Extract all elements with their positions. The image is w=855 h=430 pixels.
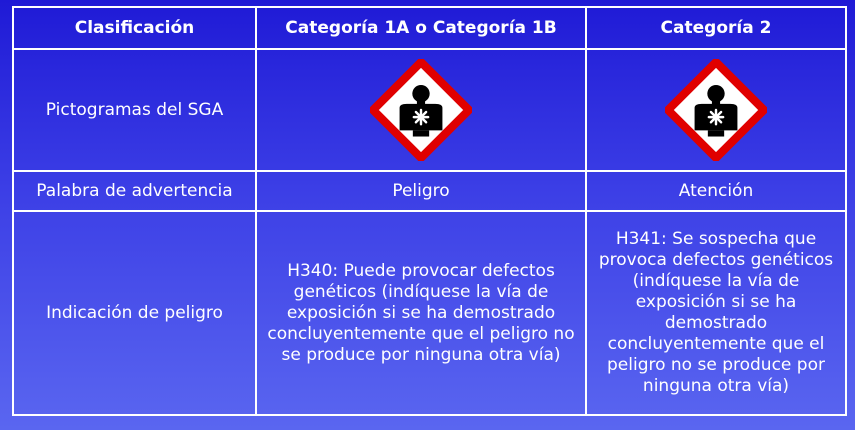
header-classification: Clasificación: [13, 7, 256, 49]
pictogram-cell-cat2: [586, 49, 846, 171]
hazard-statement-cat1: H340: Puede provocar defectos genéticos (indíquese la vía de exposición si se ha demostrado concluyentemente que el peligro no se produce por ninguna otra vía): [256, 211, 586, 415]
pictogram-row: [13, 49, 846, 171]
hazard-statement-cat2: H341: Se sospecha que provoca defectos genéticos (indíquese la vía de exposición si se ha demostrado concluyentemente que el peligro no se produce por ninguna otra vía): [586, 211, 846, 415]
header-row: [13, 7, 846, 49]
header-category-1a-1b: Categoría 1A o Categoría 1B: [256, 7, 586, 49]
hazard-statement-row: [13, 211, 846, 415]
classification-table: [12, 6, 847, 416]
hazard-statement-label: Indicación de peligro: [13, 211, 256, 415]
pictogram-cell-cat1: [256, 49, 586, 171]
pictogram-label: Pictogramas del SGA: [13, 49, 256, 171]
health-hazard-icon: [665, 59, 767, 161]
health-hazard-icon: [370, 59, 472, 161]
signal-word-label: Palabra de advertencia: [13, 171, 256, 211]
signal-word-cat2: Atención: [586, 171, 846, 211]
signal-word-cat1: Peligro: [256, 171, 586, 211]
header-category-2: Categoría 2: [586, 7, 846, 49]
signal-word-row: [13, 171, 846, 211]
